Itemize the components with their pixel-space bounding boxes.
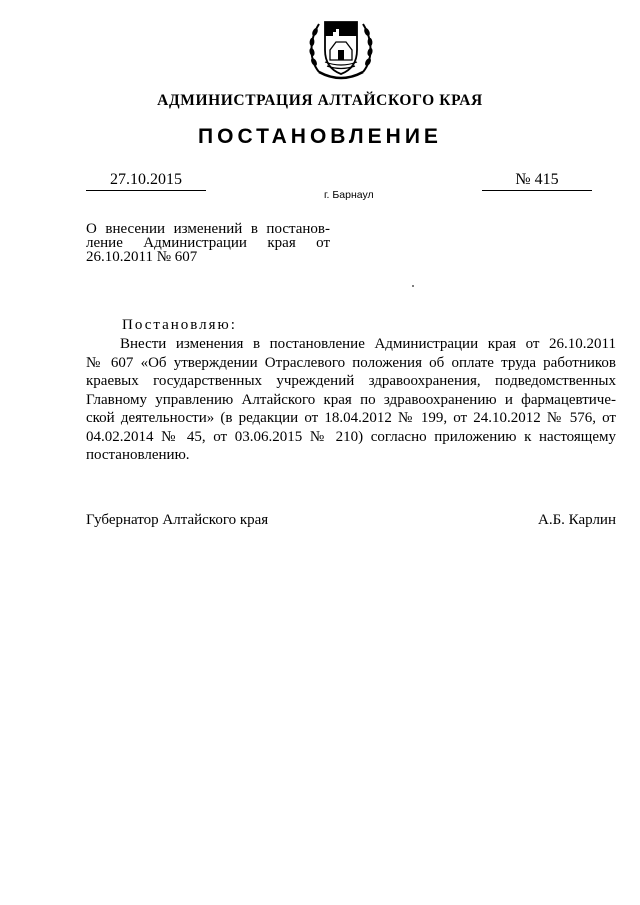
- document-number: № 415: [482, 171, 592, 191]
- body-line: ской деятельности» (в редакции от 18.04.2012 № 199, от 24.10.2012 № 576, от: [86, 410, 616, 426]
- scan-speck: [412, 285, 414, 287]
- document-type-title: ПОСТАНОВЛЕНИЕ: [198, 125, 442, 148]
- body-line: № 607 «Об утверждении Отраслевого положения об оплате труда работников: [86, 354, 616, 371]
- body-line: Главному управлению Алтайского края по здравоохранению и фармацевтиче-: [86, 391, 616, 408]
- document-body: [86, 335, 616, 465]
- body-line: 04.02.2014 № 45, от 03.06.2015 № 210) согласно приложению к настоящему: [86, 428, 616, 445]
- organization-name: АДМИНИСТРАЦИЯ АЛТАЙСКОГО КРАЯ: [157, 92, 483, 109]
- body-line: краевых государственных учреждений здравоохранения, подведомственных: [86, 373, 616, 389]
- subject-line: О внесении изменений в постанов-: [86, 221, 330, 237]
- document-subject: [86, 222, 330, 264]
- signatory-title: Губернатор Алтайского края: [86, 512, 269, 528]
- subject-line: 26.10.2011 № 607: [86, 249, 198, 265]
- subject-line: ление Администрации края от: [86, 235, 330, 251]
- document-date: 27.10.2015: [86, 171, 206, 191]
- document-city: г. Барнаул: [324, 189, 374, 201]
- coat-of-arms-icon: [305, 10, 377, 86]
- body-line: постановлению.: [86, 447, 190, 463]
- signatory-name: А.Б. Карлин: [537, 512, 616, 528]
- decree-word: Постановляю:: [122, 317, 237, 333]
- body-line: Внести изменения в постановление Администрации края от 26.10.2011: [120, 336, 616, 352]
